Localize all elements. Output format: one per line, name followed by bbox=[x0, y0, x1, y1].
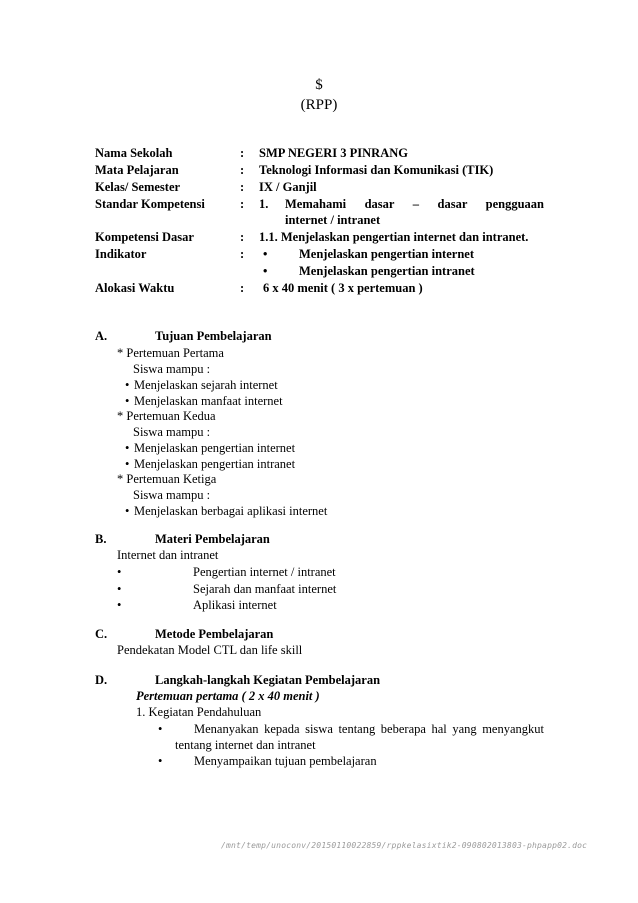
meeting-heading: * Pertemuan Pertama bbox=[117, 346, 224, 360]
list-item: Menyampaikan tujuan pembelajaran bbox=[194, 754, 377, 768]
section-intro: Internet dan intranet bbox=[117, 548, 219, 562]
section-letter: B. bbox=[95, 532, 107, 546]
section-title: Materi Pembelajaran bbox=[155, 532, 270, 546]
list-item: Aplikasi internet bbox=[193, 598, 277, 612]
colon: : bbox=[240, 197, 245, 211]
colon: : bbox=[240, 230, 245, 244]
value-standar-kompetensi-line2: internet / intranet bbox=[285, 213, 381, 227]
value-alokasi-waktu: 6 x 40 menit ( 3 x pertemuan ) bbox=[263, 281, 423, 295]
label-indikator: Indikator bbox=[95, 247, 147, 261]
value-standar-kompetensi-number: 1. bbox=[259, 197, 269, 211]
meeting-subtitle: Pertemuan pertama ( 2 x 40 menit ) bbox=[136, 689, 320, 703]
bullet: • bbox=[125, 441, 130, 455]
bullet: • bbox=[117, 598, 122, 612]
bullet: • bbox=[117, 565, 122, 579]
list-item: Menjelaskan pengertian intranet bbox=[134, 457, 296, 471]
meeting-heading: * Pertemuan Kedua bbox=[117, 409, 216, 423]
bullet: • bbox=[125, 378, 130, 392]
label-nama-sekolah: Nama Sekolah bbox=[95, 146, 173, 160]
section-letter: C. bbox=[95, 627, 108, 641]
bullet: • bbox=[158, 754, 163, 768]
colon: : bbox=[240, 180, 245, 194]
value-indikator-2: Menjelaskan pengertian intranet bbox=[299, 264, 475, 278]
list-item: Menjelaskan berbagai aplikasi internet bbox=[134, 504, 328, 518]
label-kelas-semester: Kelas/ Semester bbox=[95, 180, 181, 194]
bullet: • bbox=[117, 582, 122, 596]
list-item: Menjelaskan sejarah internet bbox=[134, 378, 278, 392]
value-kompetensi-dasar: 1.1. Menjelaskan pengertian internet dan intranet. bbox=[259, 230, 529, 244]
value-kelas-semester: IX / Ganjil bbox=[259, 180, 317, 194]
section-title: Langkah-langkah Kegiatan Pembelajaran bbox=[155, 673, 381, 687]
label-standar-kompetensi: Standar Kompetensi bbox=[95, 197, 205, 211]
bullet: • bbox=[125, 457, 130, 471]
section-letter: D. bbox=[95, 673, 108, 687]
bullet: • bbox=[158, 722, 163, 736]
header-symbol: $ bbox=[315, 77, 323, 93]
section-letter: A. bbox=[95, 329, 108, 343]
list-item: Menjelaskan pengertian internet bbox=[134, 441, 296, 455]
sub-heading: Siswa mampu : bbox=[133, 488, 211, 502]
value-nama-sekolah: SMP NEGERI 3 PINRANG bbox=[259, 146, 408, 160]
sub-heading: Siswa mampu : bbox=[133, 425, 211, 439]
section-title: Metode Pembelajaran bbox=[155, 627, 274, 641]
list-item-continuation: tentang internet dan intranet bbox=[175, 738, 316, 752]
meeting-heading: * Pertemuan Ketiga bbox=[117, 472, 217, 486]
list-item: Pengertian internet / intranet bbox=[193, 565, 336, 579]
label-mata-pelajaran: Mata Pelajaran bbox=[95, 163, 179, 177]
sub-heading: Siswa mampu : bbox=[133, 362, 211, 376]
label-alokasi-waktu: Alokasi Waktu bbox=[95, 281, 175, 295]
value-standar-kompetensi-line1: Memahami dasar – dasar pengguaan bbox=[285, 197, 544, 211]
section-title: Tujuan Pembelajaran bbox=[155, 329, 272, 343]
list-item: Sejarah dan manfaat internet bbox=[193, 582, 337, 596]
colon: : bbox=[240, 281, 245, 295]
bullet: • bbox=[125, 504, 130, 518]
list-item: Menjelaskan manfaat internet bbox=[134, 394, 283, 408]
section-text: Pendekatan Model CTL dan life skill bbox=[117, 643, 303, 657]
list-item: Menanyakan kepada siswa tentang beberapa hal yang menyangkut bbox=[194, 722, 544, 736]
colon: : bbox=[240, 163, 245, 177]
bullet: • bbox=[125, 394, 130, 408]
bullet: • bbox=[263, 247, 268, 261]
value-indikator-1: Menjelaskan pengertian internet bbox=[299, 247, 474, 261]
value-mata-pelajaran: Teknologi Informasi dan Komunikasi (TIK) bbox=[259, 163, 494, 177]
footer-path: /mnt/temp/unoconv/20150110022859/rppkelasixtik2-090802013803-phpapp02.doc bbox=[221, 841, 588, 850]
label-kompetensi-dasar: Kompetensi Dasar bbox=[95, 230, 194, 244]
colon: : bbox=[240, 247, 245, 261]
colon: : bbox=[240, 146, 245, 160]
page-title: (RPP) bbox=[300, 97, 338, 113]
bullet: • bbox=[263, 264, 268, 278]
step-heading: 1. Kegiatan Pendahuluan bbox=[136, 705, 262, 719]
